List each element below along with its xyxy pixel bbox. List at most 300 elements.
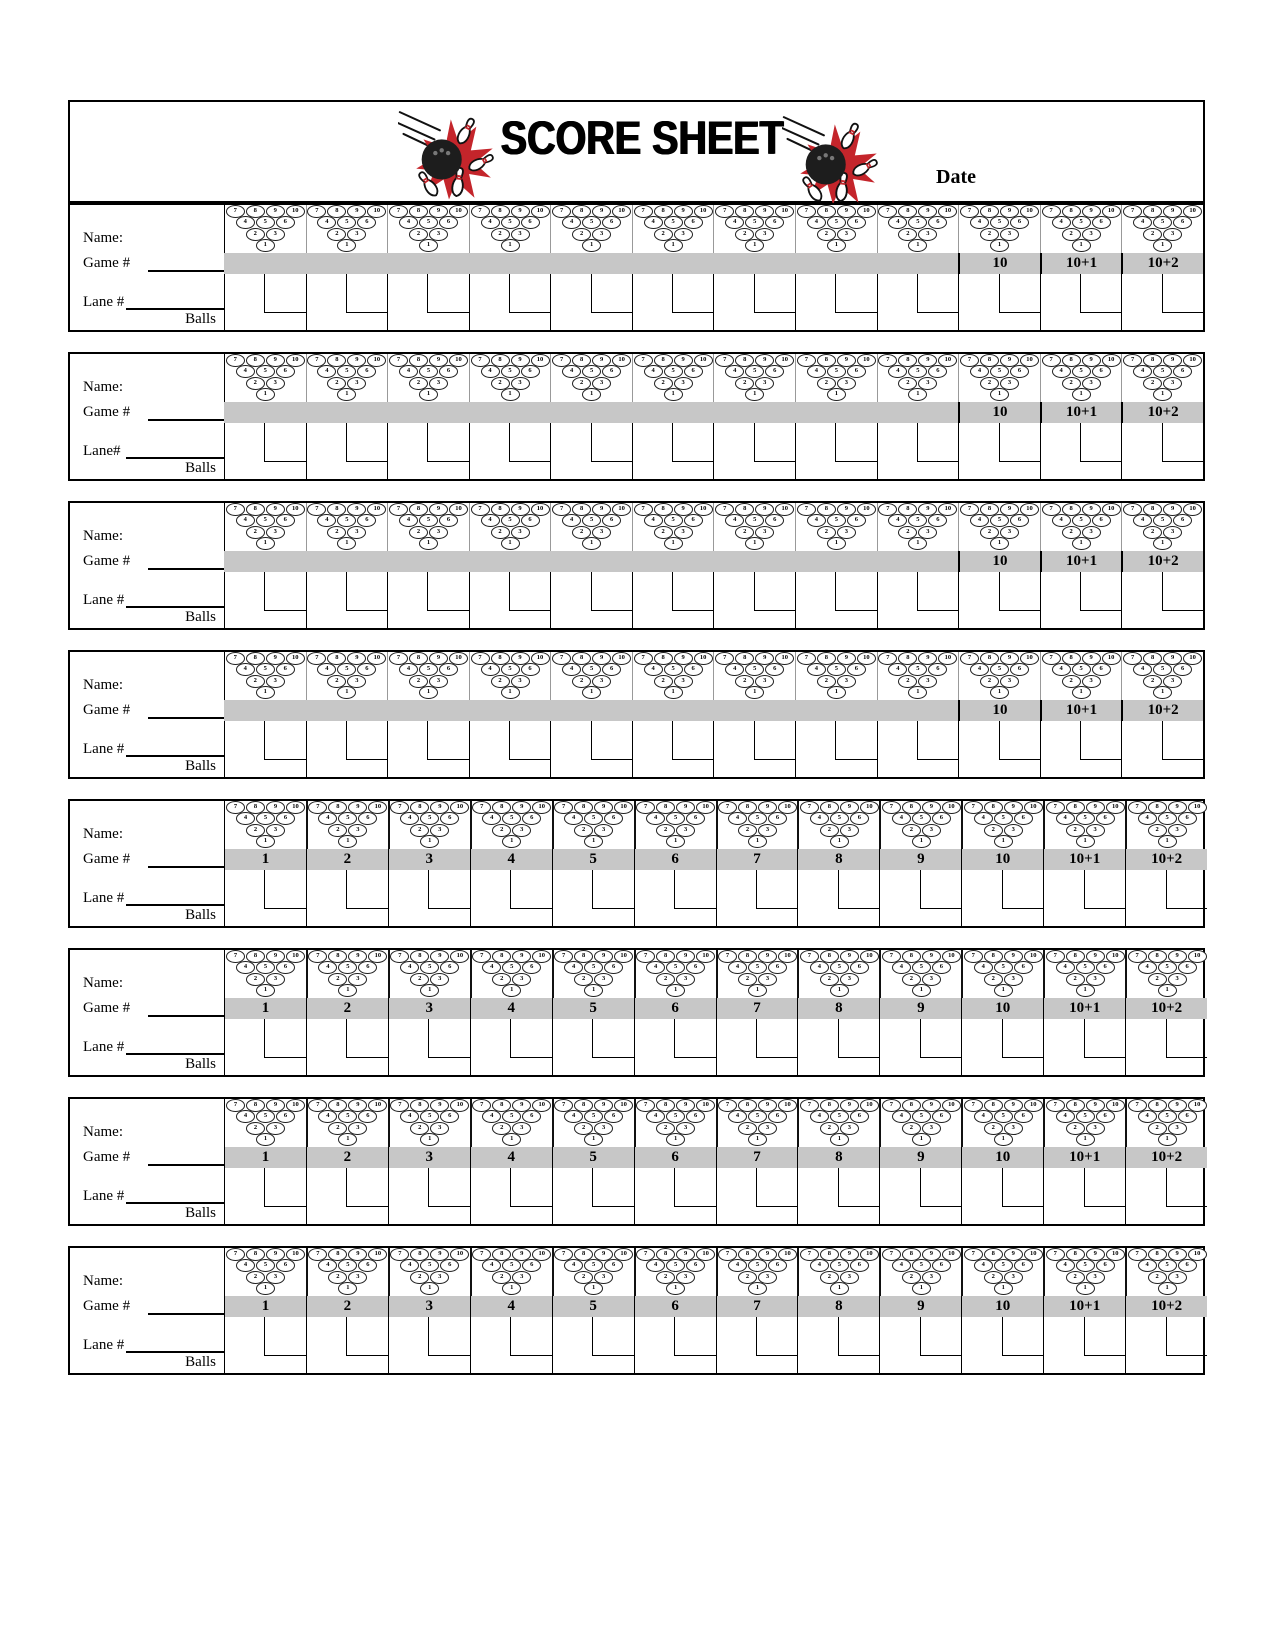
bowling-pin-icon: 6 <box>522 812 541 825</box>
bowling-pin-icon: 10 <box>286 205 305 218</box>
bowling-pin-icon: 7 <box>389 354 408 367</box>
block-labels <box>70 1248 224 1373</box>
frame-column <box>469 652 551 777</box>
bowling-pin-icon: 5 <box>1153 514 1172 527</box>
bowling-pin-icon: 3 <box>266 1271 285 1284</box>
bowling-pin-icon: 8 <box>1062 354 1081 367</box>
bowling-pin-icon: 4 <box>974 1259 993 1272</box>
bowling-pin-icon: 3 <box>676 973 695 986</box>
name-label: Name: <box>83 826 123 842</box>
bowling-pin-icon: 6 <box>1010 663 1029 676</box>
bowling-pin-icon: 7 <box>800 801 819 814</box>
ball-mark-box <box>674 870 715 909</box>
bowling-pin-icon: 2 <box>572 526 591 539</box>
bowling-pin-icon: 3 <box>676 1271 695 1284</box>
balls-count-cell <box>1043 1206 1125 1224</box>
ball-mark-box <box>428 1168 469 1207</box>
pin-row <box>1071 537 1091 550</box>
bowling-pin-icon: 6 <box>686 1110 705 1123</box>
frame-column <box>1043 950 1125 1075</box>
game-number-line <box>148 270 224 272</box>
bowling-pin-icon: 3 <box>1004 824 1023 837</box>
bowling-pin-icon: 7 <box>307 205 326 218</box>
frame-score-cell <box>879 1317 961 1355</box>
bowling-pin-icon: 9 <box>511 354 530 367</box>
frame-score-cell <box>879 870 961 908</box>
bowling-pin-icon: 5 <box>584 812 603 825</box>
bowling-pin-icon: 6 <box>1173 216 1192 229</box>
frame-number-cell <box>550 402 632 423</box>
bowling-pin-icon: 5 <box>994 812 1013 825</box>
bowling-pin-icon: 9 <box>512 1248 531 1261</box>
frame-score-cell <box>224 572 306 610</box>
bowling-pin-icon: 2 <box>572 228 591 241</box>
pin-row <box>989 537 1009 550</box>
bowling-pin-icon: 8 <box>1143 652 1162 665</box>
lane-number-label: Lane # <box>83 890 125 906</box>
bowling-pin-icon: 1 <box>337 537 356 550</box>
bowling-pin-icon: 2 <box>898 228 917 241</box>
balls-count-cell <box>469 759 551 777</box>
bowling-pin-icon: 10 <box>860 801 879 814</box>
bowling-pin-icon: 9 <box>1086 801 1105 814</box>
bowling-pin-icon: 4 <box>1138 961 1157 974</box>
frame-score-cell <box>1125 870 1207 908</box>
bowling-pin-icon: 10 <box>286 652 305 665</box>
bowling-pin-icon: 5 <box>990 663 1009 676</box>
frame-score-cell <box>1125 1019 1207 1057</box>
pin-diagram <box>306 801 388 849</box>
bowling-pin-icon: 10 <box>942 1248 961 1261</box>
bowling-pin-icon: 10 <box>1024 1248 1043 1261</box>
bowling-pin-icon: 4 <box>1133 216 1152 229</box>
pin-row <box>418 388 438 401</box>
pin-diagram <box>716 1248 798 1296</box>
bowling-pin-icon: 2 <box>735 526 754 539</box>
frame-column <box>795 354 877 479</box>
ball-mark-box <box>427 274 468 313</box>
frame-number-cell: 10+1 <box>1040 700 1122 721</box>
bowling-pin-icon: 2 <box>738 1122 757 1135</box>
block-labels <box>70 652 224 777</box>
ball-mark-box <box>591 721 632 760</box>
bowling-pin-icon: 5 <box>502 1259 521 1272</box>
bowling-pin-icon: 8 <box>327 652 346 665</box>
balls-count-cell <box>387 312 469 330</box>
balls-count-cell <box>306 610 388 628</box>
ball-mark-box <box>917 423 958 462</box>
bowling-pin-icon: 8 <box>327 205 346 218</box>
balls-count-cell <box>306 1206 388 1224</box>
pin-diagram <box>306 1099 388 1147</box>
bowling-pin-icon: 4 <box>562 514 581 527</box>
bowling-pin-icon: 1 <box>912 835 931 848</box>
balls-count-cell <box>713 610 795 628</box>
bowling-pin-icon: 10 <box>614 1099 633 1112</box>
bowling-pin-icon: 1 <box>337 388 356 401</box>
bowling-pin-icon: 2 <box>902 1271 921 1284</box>
bowling-pin-icon: 10 <box>1020 205 1039 218</box>
pin-row <box>1157 1133 1177 1146</box>
bowling-pin-icon: 7 <box>552 205 571 218</box>
bowling-pin-icon: 10 <box>938 652 957 665</box>
frame-score-cell <box>958 274 1040 312</box>
bowling-pin-icon: 7 <box>1128 1248 1147 1261</box>
bowling-pin-icon: 4 <box>1138 812 1157 825</box>
bowling-pin-icon: 1 <box>908 537 927 550</box>
frame-number-cell: 1 <box>224 998 306 1019</box>
frame-column <box>961 801 1043 926</box>
ball-mark-box <box>1002 1168 1043 1207</box>
ball-mark-box <box>838 870 879 909</box>
pin-row <box>584 984 604 997</box>
bowling-pin-icon: 10 <box>857 205 876 218</box>
frame-score-cell <box>1121 721 1203 759</box>
pin-diagram <box>224 652 306 700</box>
frame-number-cell: 5 <box>552 1296 634 1317</box>
pin-row <box>989 686 1009 699</box>
bowling-pin-icon: 10 <box>286 503 305 516</box>
bowling-pin-icon: 3 <box>755 526 774 539</box>
pin-row <box>1075 1133 1095 1146</box>
pin-diagram <box>634 950 716 998</box>
bowling-pin-icon: 9 <box>347 652 366 665</box>
bowling-pin-icon: 4 <box>807 365 826 378</box>
bowling-pin-icon: 8 <box>902 1099 921 1112</box>
ball-mark-box <box>917 721 958 760</box>
bowling-pin-icon: 7 <box>389 652 408 665</box>
pin-diagram <box>716 801 798 849</box>
bowling-pin-icon: 8 <box>327 354 346 367</box>
bowling-pin-icon: 2 <box>328 824 347 837</box>
name-label: Name: <box>83 379 123 395</box>
bowling-pin-icon: 8 <box>735 354 754 367</box>
bowling-pin-icon: 7 <box>634 652 653 665</box>
pin-row <box>582 686 602 699</box>
frame-score-cell <box>306 1168 388 1206</box>
pin-row <box>255 1133 275 1146</box>
frame-number-cell: 10 <box>961 1147 1043 1168</box>
pin-row <box>911 984 931 997</box>
ball-mark-box <box>427 572 468 611</box>
bowling-pin-icon: 4 <box>728 961 747 974</box>
frame-column <box>306 801 388 926</box>
bowling-pin-icon: 2 <box>246 824 265 837</box>
frame-score-cell <box>306 1317 388 1355</box>
bowling-pin-icon: 10 <box>531 354 550 367</box>
balls-count-cell <box>224 312 306 330</box>
bowling-pin-icon: 9 <box>1082 652 1101 665</box>
pin-diagram <box>795 205 877 253</box>
bowling-pin-icon: 1 <box>338 1133 357 1146</box>
bowling-pin-icon: 2 <box>984 1122 1003 1135</box>
bowling-pin-icon: 1 <box>745 239 764 252</box>
bowling-pin-icon: 10 <box>778 950 797 963</box>
bowling-pin-icon: 4 <box>1056 1110 1075 1123</box>
bowling-pin-icon: 7 <box>308 950 327 963</box>
pin-diagram <box>716 950 798 998</box>
bowling-pin-icon: 10 <box>612 652 631 665</box>
pin-diagram <box>961 1099 1043 1147</box>
balls-count-cell <box>1121 610 1203 628</box>
block-labels <box>70 801 224 926</box>
bowling-pin-icon: 2 <box>735 675 754 688</box>
bowling-pin-icon: 3 <box>674 675 693 688</box>
bowling-pin-icon: 8 <box>246 1099 265 1112</box>
bowling-pin-icon: 8 <box>654 503 673 516</box>
frame-number-cell <box>224 700 306 721</box>
bowling-pin-icon: 1 <box>337 239 356 252</box>
bowling-pin-icon: 4 <box>1052 365 1071 378</box>
bowling-pin-icon: 9 <box>592 503 611 516</box>
bowling-pin-icon: 2 <box>1143 228 1162 241</box>
bowling-pin-icon: 7 <box>715 503 734 516</box>
frame-number-cell <box>306 402 388 423</box>
frame-number-cell <box>877 551 959 572</box>
ball-mark-box <box>672 423 713 462</box>
bowling-pin-icon: 8 <box>409 354 428 367</box>
bowling-pin-icon: 7 <box>1128 1099 1147 1112</box>
bowling-pin-icon: 8 <box>409 205 428 218</box>
bowling-pin-icon: 4 <box>646 1110 665 1123</box>
bowling-pin-icon: 1 <box>582 239 601 252</box>
frame-column <box>958 205 1040 330</box>
bowling-pin-icon: 2 <box>1143 377 1162 390</box>
frame-column <box>470 1099 552 1224</box>
bowling-pin-icon: 10 <box>1020 354 1039 367</box>
bowling-pin-icon: 6 <box>358 812 377 825</box>
bowling-pin-icon: 6 <box>1014 961 1033 974</box>
bowling-pin-icon: 2 <box>898 675 917 688</box>
bowling-pin-icon: 6 <box>1178 1259 1197 1272</box>
bowling-pin-icon: 6 <box>1010 514 1029 527</box>
bowling-pin-icon: 3 <box>918 377 937 390</box>
bowling-pin-icon: 9 <box>1082 205 1101 218</box>
frame-score-cell <box>1043 1168 1125 1206</box>
ball-mark-box <box>428 870 469 909</box>
frame-score-cell <box>469 721 551 759</box>
bowling-pin-icon: 3 <box>430 1271 449 1284</box>
bowling-pin-icon: 9 <box>1082 354 1101 367</box>
bowling-pin-icon: 1 <box>1158 1133 1177 1146</box>
frame-score-cell <box>877 423 959 461</box>
frame-score-cell <box>306 423 388 461</box>
bowling-pin-icon: 7 <box>552 652 571 665</box>
bowling-pin-icon: 1 <box>1072 686 1091 699</box>
pin-row <box>337 388 357 401</box>
frame-score-cell <box>879 1168 961 1206</box>
bowling-pin-icon: 9 <box>1082 503 1101 516</box>
bowling-pin-icon: 8 <box>1148 950 1167 963</box>
bowling-pin-icon: 3 <box>837 377 856 390</box>
frame-score-cell <box>797 1168 879 1206</box>
bowling-pin-icon: 2 <box>492 1271 511 1284</box>
bowling-pin-icon: 9 <box>512 1099 531 1112</box>
frame-number-cell <box>795 700 877 721</box>
ball-mark-box <box>346 1168 387 1207</box>
score-block-2 <box>68 352 1205 481</box>
bowling-pin-icon: 5 <box>830 961 849 974</box>
bowling-pin-icon: 5 <box>912 961 931 974</box>
bowling-pin-icon: 2 <box>492 824 511 837</box>
balls-count-cell <box>552 908 634 926</box>
pin-row <box>911 1133 931 1146</box>
bowling-pin-icon: 4 <box>810 1110 829 1123</box>
bowling-pin-icon: 2 <box>246 675 265 688</box>
bowling-pin-icon: 8 <box>984 801 1003 814</box>
bowling-pin-icon: 3 <box>918 526 937 539</box>
frame-column <box>1040 503 1122 628</box>
balls-count-cell <box>795 759 877 777</box>
bowling-pin-icon: 4 <box>970 216 989 229</box>
frames-grid <box>224 652 1203 777</box>
pin-diagram <box>470 950 552 998</box>
bowling-pin-icon: 4 <box>644 216 663 229</box>
balls-count-cell <box>387 461 469 479</box>
bowling-pin-icon: 2 <box>1062 675 1081 688</box>
bowling-pin-icon: 9 <box>512 950 531 963</box>
bowling-pin-icon: 9 <box>837 205 856 218</box>
bowling-pin-icon: 2 <box>654 377 673 390</box>
bowling-pin-icon: 10 <box>531 503 550 516</box>
bowling-pin-icon: 4 <box>807 663 826 676</box>
bowling-pin-icon: 10 <box>1024 1099 1043 1112</box>
pin-diagram <box>550 652 632 700</box>
bowling-pin-icon: 4 <box>318 812 337 825</box>
pin-row <box>255 239 275 252</box>
bowling-pin-icon: 4 <box>399 365 418 378</box>
frame-column <box>797 1248 879 1373</box>
bowling-pin-icon: 6 <box>521 365 540 378</box>
pin-diagram <box>634 1099 716 1147</box>
bowling-pin-icon: 8 <box>1143 354 1162 367</box>
bowling-pin-icon: 9 <box>1000 652 1019 665</box>
frame-number-cell <box>877 402 959 423</box>
bowling-pin-icon: 8 <box>898 205 917 218</box>
bowling-pin-icon: 5 <box>502 961 521 974</box>
bowling-pin-icon: 2 <box>574 1122 593 1135</box>
bowling-pin-icon: 6 <box>1092 216 1111 229</box>
bowling-pin-icon: 5 <box>666 961 685 974</box>
bowling-pin-icon: 5 <box>582 514 601 527</box>
frame-score-cell <box>961 870 1043 908</box>
bowling-pin-icon: 5 <box>827 216 846 229</box>
bowling-pin-icon: 5 <box>748 961 767 974</box>
bowling-pin-icon: 1 <box>502 1282 521 1295</box>
balls-count-cell <box>879 1355 961 1373</box>
bowling-pin-icon: 6 <box>439 514 458 527</box>
bowling-pin-icon: 10 <box>612 205 631 218</box>
pin-diagram <box>224 1248 306 1296</box>
bowling-pin-icon: 5 <box>582 216 601 229</box>
bowling-pin-icon: 4 <box>646 812 665 825</box>
bowling-pin-icon: 8 <box>656 801 675 814</box>
bowling-pin-icon: 3 <box>918 675 937 688</box>
bowling-pin-icon: 9 <box>266 1099 285 1112</box>
frame-number-cell <box>632 700 714 721</box>
bowling-pin-icon: 7 <box>554 801 573 814</box>
bowling-pin-icon: 5 <box>420 1259 439 1272</box>
bowling-pin-icon: 8 <box>817 652 836 665</box>
bowling-pin-icon: 5 <box>990 365 1009 378</box>
bowling-pin-icon: 10 <box>857 354 876 367</box>
game-number-label: Game # <box>83 404 131 420</box>
bowling-pin-icon: 9 <box>922 801 941 814</box>
bowling-pin-icon: 2 <box>1148 1122 1167 1135</box>
bowling-pin-icon: 10 <box>694 205 713 218</box>
bowling-pin-icon: 4 <box>888 514 907 527</box>
bowling-pin-icon: 3 <box>429 675 448 688</box>
frame-number-cell <box>877 253 959 274</box>
ball-mark-box <box>510 1019 551 1058</box>
frame-number-cell: 6 <box>634 998 716 1019</box>
bowling-pin-icon: 8 <box>817 503 836 516</box>
frame-score-cell <box>795 274 877 312</box>
bowling-pin-icon: 5 <box>256 1259 275 1272</box>
bowling-pin-icon: 9 <box>430 950 449 963</box>
balls-count-cell <box>961 1057 1043 1075</box>
bowling-pin-icon: 4 <box>725 514 744 527</box>
bowling-pin-icon: 2 <box>1066 1122 1085 1135</box>
pin-row <box>420 1282 440 1295</box>
frame-number-cell: 10+2 <box>1121 402 1203 423</box>
ball-mark-box <box>754 721 795 760</box>
balls-count-cell <box>632 461 714 479</box>
bowling-pin-icon: 2 <box>491 228 510 241</box>
bowling-pin-icon: 7 <box>797 503 816 516</box>
pin-row <box>745 388 765 401</box>
ball-mark-box <box>264 870 305 909</box>
pin-diagram <box>552 801 634 849</box>
bowling-pin-icon: 6 <box>439 663 458 676</box>
bowling-pin-icon: 10 <box>778 801 797 814</box>
pin-diagram <box>716 1099 798 1147</box>
bowling-pin-icon: 7 <box>554 1099 573 1112</box>
bowling-pin-icon: 3 <box>922 1271 941 1284</box>
balls-count-cell <box>877 312 959 330</box>
bowling-pin-icon: 7 <box>715 205 734 218</box>
bowling-pin-icon: 1 <box>827 686 846 699</box>
ball-mark-box <box>264 1168 305 1207</box>
ball-mark-box <box>510 1168 551 1207</box>
pin-row <box>502 835 522 848</box>
game-number-label: Game # <box>83 702 131 718</box>
ball-mark-box <box>756 1019 797 1058</box>
balls-count-cell <box>795 610 877 628</box>
ball-mark-box <box>835 274 876 313</box>
bowling-pin-icon: 5 <box>1158 961 1177 974</box>
bowling-pin-icon: 2 <box>574 1271 593 1284</box>
bowling-pin-icon: 9 <box>266 205 285 218</box>
bowling-pin-icon: 1 <box>908 686 927 699</box>
bowling-pin-icon: 6 <box>850 812 869 825</box>
bowling-pin-icon: 7 <box>882 1099 901 1112</box>
bowling-pin-icon: 7 <box>308 1248 327 1261</box>
bowling-pin-icon: 4 <box>562 663 581 676</box>
bowling-pin-icon: 4 <box>810 812 829 825</box>
balls-count-cell <box>552 1057 634 1075</box>
pin-row <box>420 1133 440 1146</box>
frame-number-cell <box>550 700 632 721</box>
bowling-pin-icon: 9 <box>758 1099 777 1112</box>
pin-diagram <box>1043 1248 1125 1296</box>
pin-row <box>908 537 928 550</box>
frame-number-cell: 8 <box>797 1147 879 1168</box>
bowling-pin-icon: 3 <box>347 377 366 390</box>
bowling-pin-icon: 8 <box>902 1248 921 1261</box>
bowling-pin-icon: 9 <box>1004 1248 1023 1261</box>
frame-number-cell: 10+1 <box>1043 1296 1125 1317</box>
